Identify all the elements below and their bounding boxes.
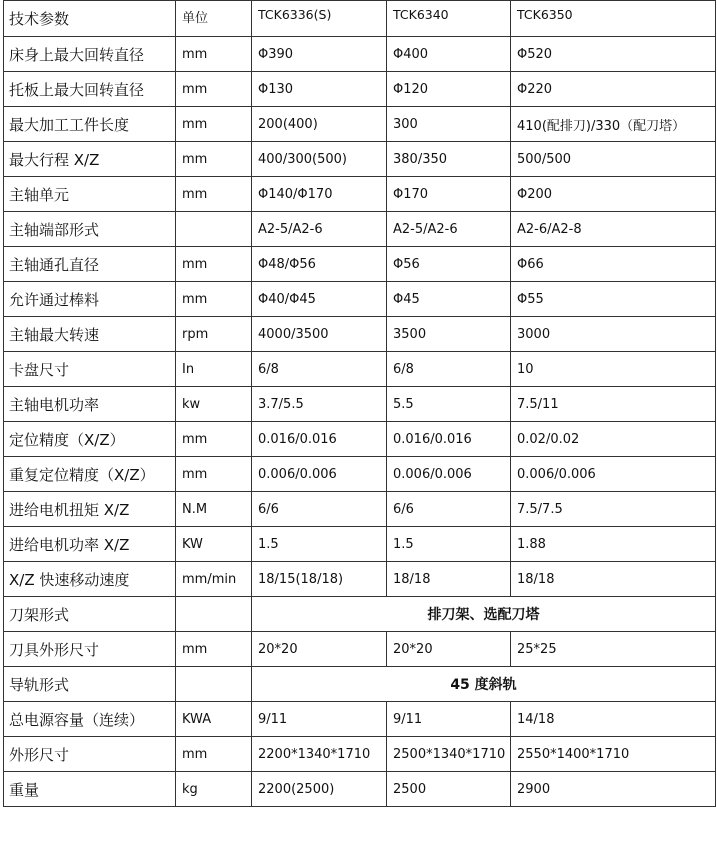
param-cell: 定位精度（X/Z）	[4, 422, 176, 457]
header-unit: 单位	[176, 1, 252, 37]
value-cell: A2-5/A2-6	[387, 212, 511, 247]
value-cell: A2-5/A2-6	[252, 212, 387, 247]
param-cell: 进给电机扭矩 X/Z	[4, 492, 176, 527]
table-row	[4, 562, 716, 597]
unit-cell: kg	[176, 772, 252, 807]
value-cell: Φ200	[511, 177, 716, 212]
value-cell: 18/18	[387, 562, 511, 597]
header-model-2: TCK6340	[387, 1, 511, 37]
unit-cell: KW	[176, 527, 252, 562]
param-cell: 床身上最大回转直径	[4, 37, 176, 72]
value-cell: 18/15(18/18)	[252, 562, 387, 597]
guide-row	[4, 667, 716, 702]
header-model-1: TCK6336(S)	[252, 1, 387, 37]
dimensions-row	[4, 737, 716, 772]
header-row	[4, 1, 716, 37]
value-cell: Φ220	[511, 72, 716, 107]
unit-cell: mm	[176, 37, 252, 72]
value-cell: Φ120	[387, 72, 511, 107]
value-cell: 3000	[511, 317, 716, 352]
value-cell: 9/11	[387, 702, 511, 737]
unit-cell: mm	[176, 107, 252, 142]
value-cell: 7.5/7.5	[511, 492, 716, 527]
value-cell: 1.5	[387, 527, 511, 562]
value-cell: 2500	[387, 772, 511, 807]
value-cell: Φ520	[511, 37, 716, 72]
unit-cell: mm	[176, 457, 252, 492]
table-row	[4, 282, 716, 317]
value-cell: 0.02/0.02	[511, 422, 716, 457]
unit-cell: mm	[176, 632, 252, 667]
param-cell: 允许通过棒料	[4, 282, 176, 317]
spec-table	[3, 0, 716, 807]
header-param: 技术参数	[4, 1, 176, 37]
value-cell: 1.5	[252, 527, 387, 562]
table-row	[4, 352, 716, 387]
value-cell: 2200*1340*1710	[252, 737, 387, 772]
param-cell: X/Z 快速移动速度	[4, 562, 176, 597]
value-cell: Φ55	[511, 282, 716, 317]
param-cell: 主轴最大转速	[4, 317, 176, 352]
value-cell: 2550*1400*1710	[511, 737, 716, 772]
param-cell: 主轴通孔直径	[4, 247, 176, 282]
value-cell: Φ400	[387, 37, 511, 72]
param-cell: 主轴端部形式	[4, 212, 176, 247]
value-cell: 380/350	[387, 142, 511, 177]
value-cell: 300	[387, 107, 511, 142]
value-cell: 6/8	[387, 352, 511, 387]
param-cell: 外形尺寸	[4, 737, 176, 772]
unit-cell: N.M	[176, 492, 252, 527]
param-cell: 导轨形式	[4, 667, 176, 702]
unit-cell: mm	[176, 177, 252, 212]
value-cell: Φ130	[252, 72, 387, 107]
value-cell: A2-6/A2-8	[511, 212, 716, 247]
unit-cell: mm	[176, 737, 252, 772]
param-cell: 最大行程 X/Z	[4, 142, 176, 177]
value-cell: 6/6	[252, 492, 387, 527]
table-row	[4, 317, 716, 352]
unit-cell: kw	[176, 387, 252, 422]
value-cell: 9/11	[252, 702, 387, 737]
unit-cell	[176, 212, 252, 247]
value-cell: 4000/3500	[252, 317, 387, 352]
unit-cell: mm	[176, 422, 252, 457]
value-cell: Φ140/Φ170	[252, 177, 387, 212]
table-row	[4, 142, 716, 177]
weight-row	[4, 772, 716, 807]
value-cell: Φ66	[511, 247, 716, 282]
value-cell: Φ48/Φ56	[252, 247, 387, 282]
value-cell: 18/18	[511, 562, 716, 597]
unit-cell: KWA	[176, 702, 252, 737]
table-row	[4, 527, 716, 562]
merged-value-cell: 排刀架、选配刀塔	[252, 597, 716, 632]
table-row	[4, 37, 716, 72]
value-cell: 3.7/5.5	[252, 387, 387, 422]
value-cell: Φ45	[387, 282, 511, 317]
value-cell: 6/6	[387, 492, 511, 527]
value-cell: 3500	[387, 317, 511, 352]
value-cell: 2200(2500)	[252, 772, 387, 807]
value-cell: Φ56	[387, 247, 511, 282]
tool-size-row	[4, 632, 716, 667]
param-cell: 刀具外形尺寸	[4, 632, 176, 667]
value-cell: 410(配排刀)/330（配刀塔）	[511, 107, 716, 142]
value-cell: Φ390	[252, 37, 387, 72]
param-cell: 进给电机功率 X/Z	[4, 527, 176, 562]
param-cell: 托板上最大回转直径	[4, 72, 176, 107]
table-row	[4, 212, 716, 247]
unit-cell: mm	[176, 282, 252, 317]
value-cell: 500/500	[511, 142, 716, 177]
power-row	[4, 702, 716, 737]
param-cell: 卡盘尺寸	[4, 352, 176, 387]
value-cell: 200(400)	[252, 107, 387, 142]
value-cell: 10	[511, 352, 716, 387]
unit-cell: mm/min	[176, 562, 252, 597]
param-cell: 最大加工工件长度	[4, 107, 176, 142]
param-cell: 总电源容量（连续）	[4, 702, 176, 737]
value-cell: Φ170	[387, 177, 511, 212]
tool-post-row	[4, 597, 716, 632]
value-cell: 1.88	[511, 527, 716, 562]
param-cell: 重复定位精度（X/Z）	[4, 457, 176, 492]
value-cell: Φ40/Φ45	[252, 282, 387, 317]
value-cell: 20*20	[387, 632, 511, 667]
value-cell: 2500*1340*1710	[387, 737, 511, 772]
unit-cell: mm	[176, 142, 252, 177]
value-cell: 5.5	[387, 387, 511, 422]
merged-value-cell: 45 度斜轨	[252, 667, 716, 702]
table-row	[4, 457, 716, 492]
param-cell: 主轴单元	[4, 177, 176, 212]
unit-cell: mm	[176, 247, 252, 282]
value-cell: 0.016/0.016	[387, 422, 511, 457]
param-cell: 刀架形式	[4, 597, 176, 632]
header-model-3: TCK6350	[511, 1, 716, 37]
value-cell: 20*20	[252, 632, 387, 667]
unit-cell-empty	[176, 667, 252, 702]
value-cell: 0.006/0.006	[511, 457, 716, 492]
value-cell: 0.006/0.006	[252, 457, 387, 492]
table-row	[4, 72, 716, 107]
table-row	[4, 177, 716, 212]
value-cell: 0.016/0.016	[252, 422, 387, 457]
value-cell: 6/8	[252, 352, 387, 387]
table-row	[4, 422, 716, 457]
value-cell: 14/18	[511, 702, 716, 737]
value-cell: 7.5/11	[511, 387, 716, 422]
unit-cell-empty	[176, 597, 252, 632]
table-row	[4, 492, 716, 527]
value-cell: 0.006/0.006	[387, 457, 511, 492]
value-cell: 2900	[511, 772, 716, 807]
unit-cell: rpm	[176, 317, 252, 352]
table-row	[4, 387, 716, 422]
value-cell: 400/300(500)	[252, 142, 387, 177]
table-row	[4, 247, 716, 282]
param-cell: 重量	[4, 772, 176, 807]
unit-cell: mm	[176, 72, 252, 107]
table-row	[4, 107, 716, 142]
unit-cell: In	[176, 352, 252, 387]
param-cell: 主轴电机功率	[4, 387, 176, 422]
value-cell: 25*25	[511, 632, 716, 667]
